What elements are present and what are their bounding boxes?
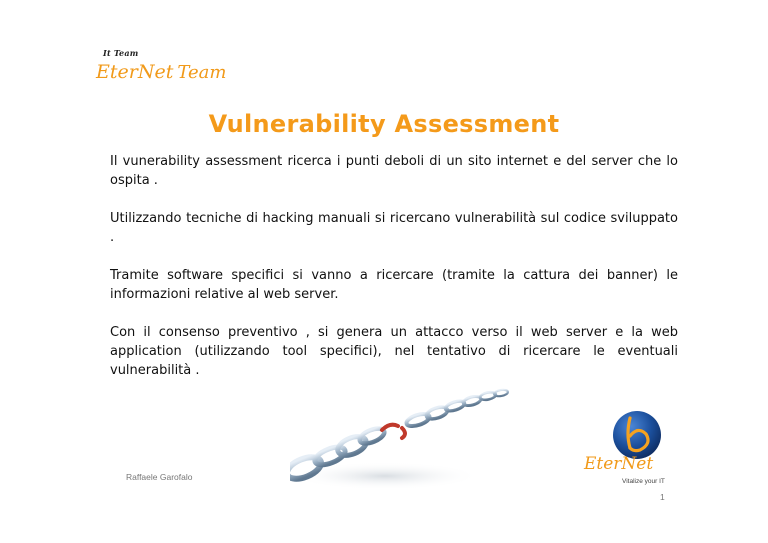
page-number: 1 [660,492,665,502]
logo-tag-text: It Team [103,48,139,58]
logo-bottom-brand: EterNet [584,454,654,474]
eternet-logo [578,410,688,494]
broken-chain-image [290,386,510,496]
paragraph-3: Tramite software specifici si vanno a ricercare (tramite la cattura dei banner) le informazioni relative al web server. [110,268,678,302]
slide-title: Vulnerability Assessment [208,110,560,138]
slide-body [110,152,678,399]
logo-brand [96,61,226,83]
author-name: Raffaele Garofalo [126,472,193,482]
paragraph-4: Con il consenso preventivo , si genera un attacco verso il web server e la web application (utilizzando tool specifici), nel tentativo di ricercare le eventuali vulnerabilità . [110,325,678,378]
logo-bottom-tagline: Vitalize your IT [622,478,665,485]
eternet-team-logo [92,42,252,92]
logo-brand-text: EterNet [96,61,174,83]
logo-team-text: Team [177,62,227,83]
paragraph-2: Utilizzando tecniche di hacking manuali si ricercano vulnerabilità sul codice sviluppato . [110,211,678,245]
paragraph-1: Il vunerability assessment ricerca i punti deboli di un sito internet e del server che lo ospita . [110,154,678,188]
